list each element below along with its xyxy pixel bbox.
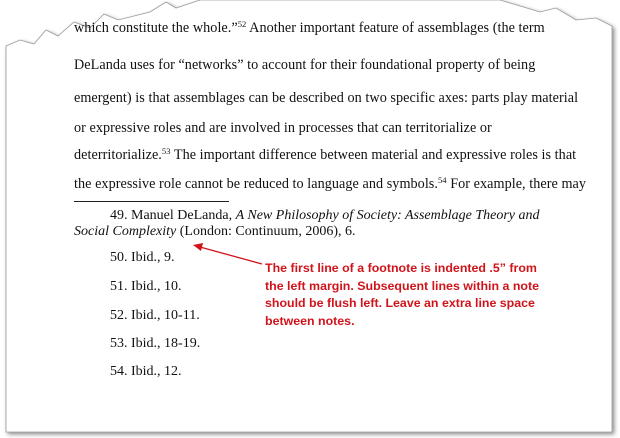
body-line-5: deterritorialize.$^{53}$ The important difference between material and expressive roles is that	[74, 146, 577, 163]
footnote-54: 54. Ibid., 12.	[110, 364, 182, 379]
footnote-53: 53. Ibid., 18-19.	[110, 336, 201, 351]
footnote-ref-52: 52	[237, 19, 247, 29]
annotation-line-4: between notes.	[265, 313, 355, 328]
footnote-51: 51. Ibid., 10.	[110, 279, 182, 294]
footnote-50: 50. Ibid., 9.	[110, 250, 175, 265]
footnote-52: 52. Ibid., 10-11.	[110, 308, 200, 323]
annotation-line-3: should be flush left. Leave an extra line space	[265, 296, 535, 311]
annotation-callout	[265, 260, 565, 330]
body-line-6: the expressive role cannot be reduced to language and symbols.$^{54}$ For example, there may	[74, 175, 587, 192]
annotation-line-1: The first line of a footnote is indented .5” from	[265, 261, 537, 275]
body-line-3: emergent) is that assemblages can be described on two specific axes: parts play material	[74, 90, 579, 106]
footnote-49-line-1: 49. Manuel DeLanda, A New Philosophy of Society: Assemblage Theory and	[110, 208, 540, 223]
body-line-4: or expressive roles and are involved in processes that can territorialize or	[74, 120, 492, 136]
footnote-ref-54: 54	[437, 175, 447, 185]
body-line-2: DeLanda uses for “networks” to account for their foundational property of being	[74, 57, 536, 73]
footnote-49-line-2: Social Complexity (London: Continuum, 2006), 6.	[74, 224, 356, 239]
annotation-line-2: the left margin. Subsequent lines within a note	[265, 278, 539, 293]
footnote-separator	[74, 201, 229, 202]
body-line-1: which constitute the whole.”$^{52}$ Another important feature of assemblages (the term	[74, 19, 545, 36]
footnote-ref-53: 53	[161, 146, 171, 156]
